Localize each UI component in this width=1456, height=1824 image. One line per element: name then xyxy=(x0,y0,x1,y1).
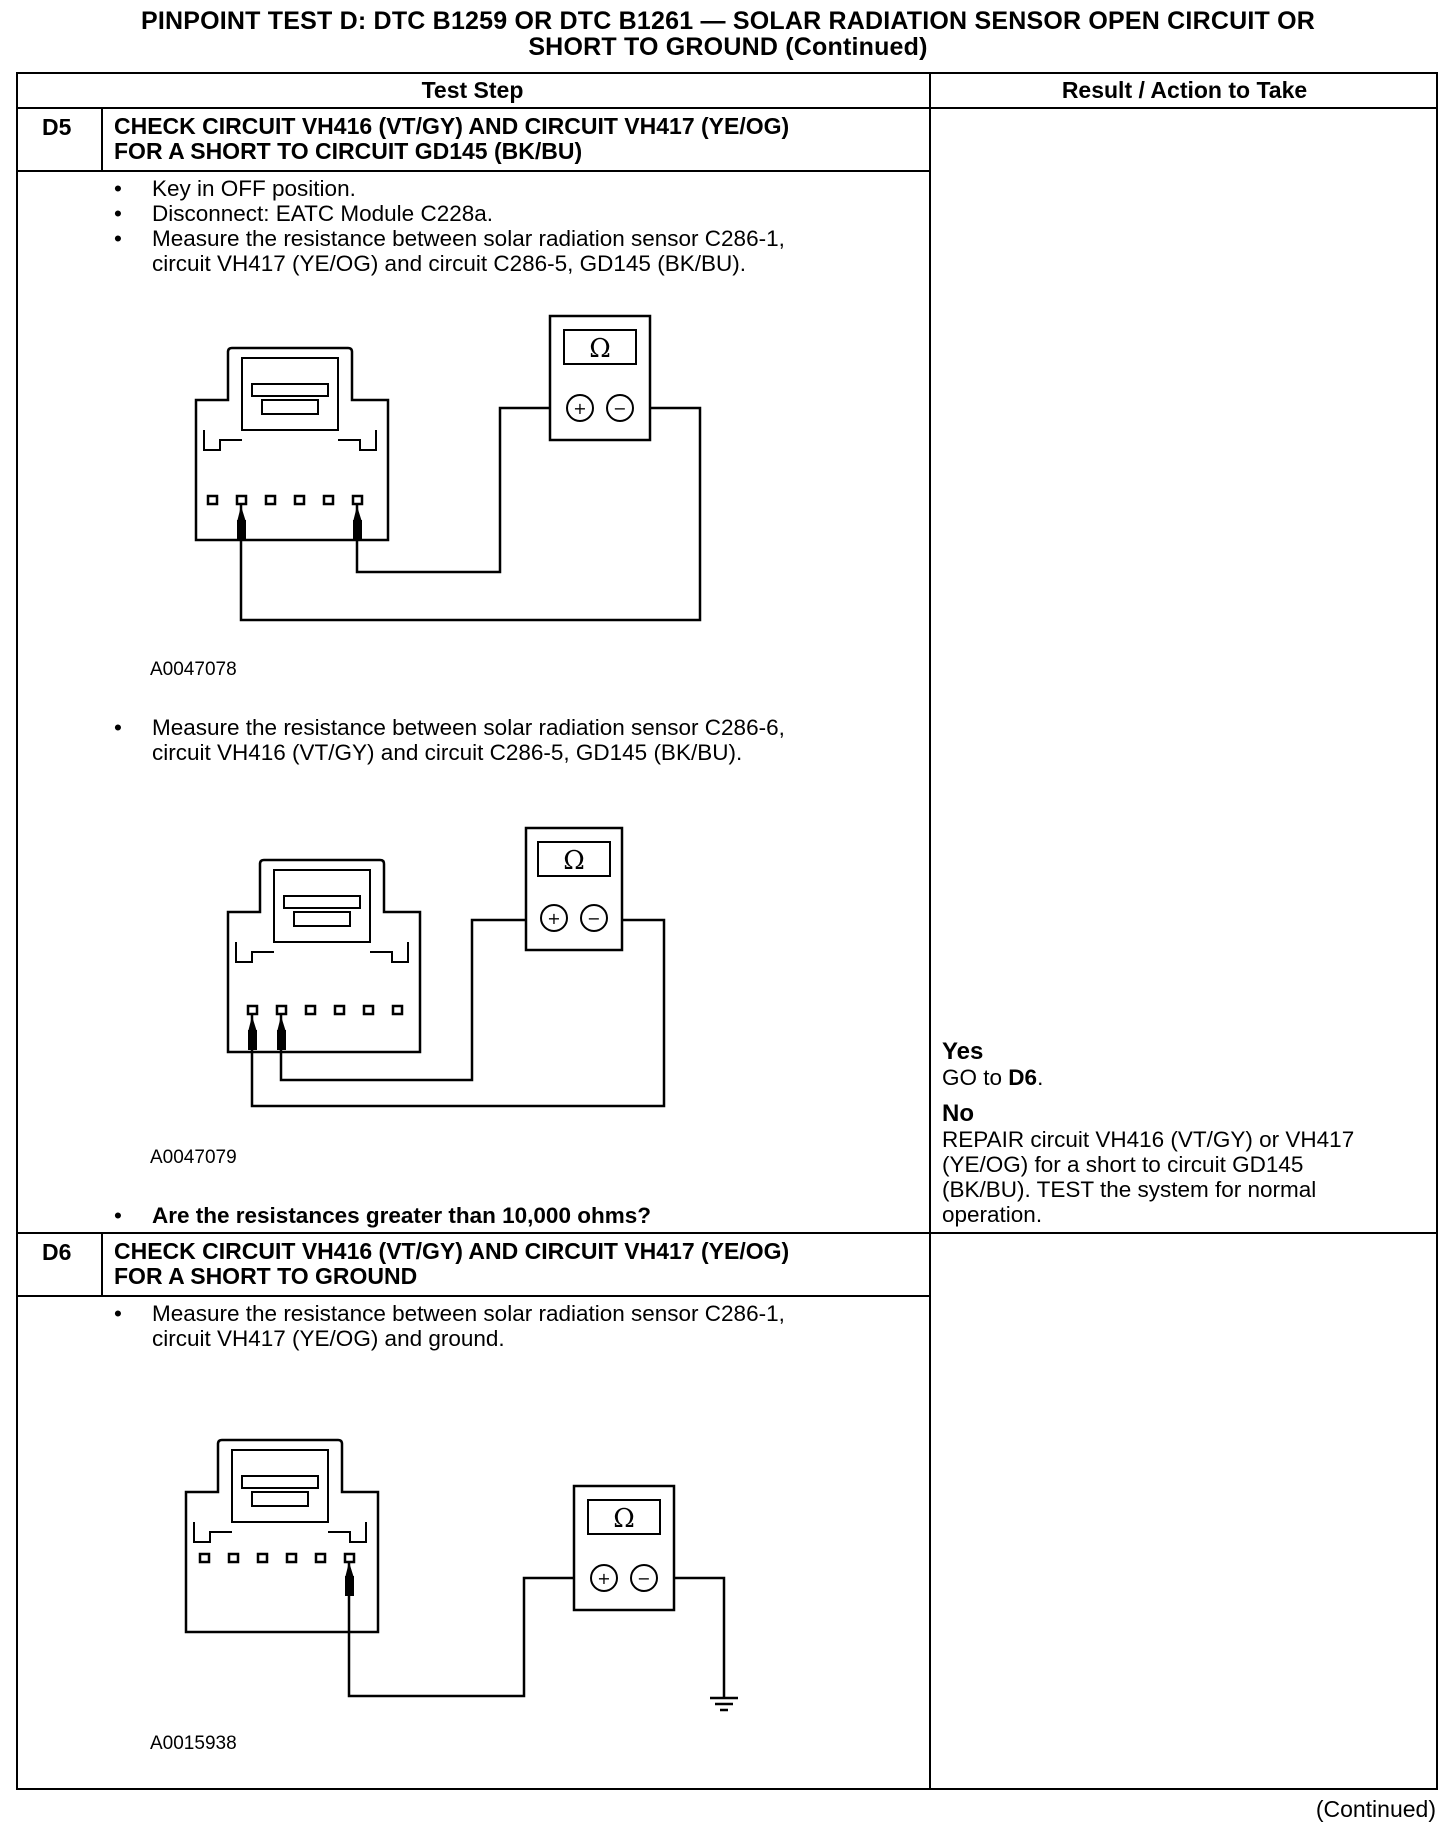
column-divider xyxy=(929,72,931,1790)
list-item: • Are the resistances greater than 10,000 ohms? xyxy=(114,1203,651,1228)
svg-text:−: − xyxy=(613,399,627,418)
svg-text:−: − xyxy=(587,909,601,928)
result-no-label: No xyxy=(942,1100,974,1127)
d5-instructions-2 xyxy=(114,715,785,765)
svg-text:Ω: Ω xyxy=(589,334,611,364)
d5-id-divider xyxy=(101,107,103,171)
figure-id-a0047079: A0047079 xyxy=(150,1147,237,1168)
title-line-1: PINPOINT TEST D: DTC B1259 OR DTC B1261 — SOLAR RADIATION SENSOR OPEN CIRCUIT OR xyxy=(140,7,1315,35)
d5-question xyxy=(114,1203,651,1228)
connector-diagram-c286-6-to-5 xyxy=(222,822,682,1122)
d6-instructions xyxy=(114,1301,785,1351)
connector-diagram-c286-1-to-ground xyxy=(180,1402,740,1722)
d5-title-line-1: CHECK CIRCUIT VH416 (VT/GY) AND CIRCUIT VH417 (YE/OG) xyxy=(114,113,790,139)
figure-id-a0015938: A0015938 xyxy=(150,1733,237,1754)
d6-title-line-2: FOR A SHORT TO GROUND xyxy=(114,1263,418,1289)
d6-id-divider xyxy=(101,1232,103,1296)
step-id-d5: D5 xyxy=(42,114,72,140)
svg-text:+: + xyxy=(573,399,587,418)
d5-end-rule xyxy=(16,1232,1438,1234)
svg-text:−: − xyxy=(637,1569,651,1588)
list-item: • Measure the resistance between solar radiation sensor C286-1, circuit VH417 (YE/OG) and ground. xyxy=(114,1301,785,1351)
d5-title-line-2: FOR A SHORT TO CIRCUIT GD145 (BK/BU) xyxy=(114,138,583,164)
connector-diagram-c286-1-to-5 xyxy=(190,310,710,630)
list-item: • Disconnect: EATC Module C228a. xyxy=(114,201,493,226)
list-item: • Measure the resistance between solar radiation sensor C286-6, circuit VH416 (VT/GY) and circuit C286-5, GD145 (BK/BU). xyxy=(114,715,785,765)
step-title-d5 xyxy=(114,114,789,164)
title-line-2: SHORT TO GROUND (Continued) xyxy=(528,33,928,61)
result-no-action: REPAIR circuit VH416 (VT/GY) or VH417 (YE/OG) for a short to circuit GD145 (BK/BU). TEST the system for normal operation. xyxy=(942,1127,1355,1227)
d5-instructions xyxy=(114,176,785,276)
d5-results xyxy=(942,1038,1422,1227)
step-title-d6 xyxy=(114,1239,789,1289)
header-test-step: Test Step xyxy=(421,77,524,103)
list-item: • Key in OFF position. xyxy=(114,176,356,201)
svg-text:Ω: Ω xyxy=(563,846,585,876)
d6-title-line-1: CHECK CIRCUIT VH416 (VT/GY) AND CIRCUIT VH417 (YE/OG) xyxy=(114,1238,790,1264)
header-result-action: Result / Action to Take xyxy=(1061,77,1308,103)
continued-label: (Continued) xyxy=(1315,1796,1436,1822)
page-title xyxy=(0,8,1456,60)
svg-text:+: + xyxy=(547,909,561,928)
svg-text:Ω: Ω xyxy=(613,1504,635,1534)
svg-text:+: + xyxy=(597,1569,611,1588)
step-id-d6: D6 xyxy=(42,1239,72,1265)
d5-title-rule xyxy=(16,170,930,172)
figure-id-a0047078: A0047078 xyxy=(150,659,237,680)
result-yes-action: GO to D6. xyxy=(942,1065,1044,1090)
d6-title-rule xyxy=(16,1295,930,1297)
result-yes-label: Yes xyxy=(942,1038,984,1065)
header-rule xyxy=(16,107,1438,109)
list-item: • Measure the resistance between solar radiation sensor C286-1, circuit VH417 (YE/OG) and circuit C286-5, GD145 (BK/BU). xyxy=(114,226,785,276)
